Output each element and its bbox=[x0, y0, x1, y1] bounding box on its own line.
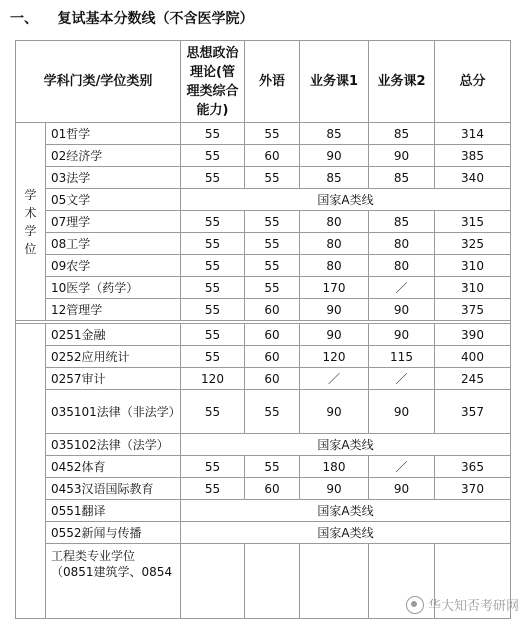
score-total: 310 bbox=[435, 255, 511, 277]
national-line-cell: 国家A类线 bbox=[181, 500, 511, 522]
score-total: 325 bbox=[435, 233, 511, 255]
academic-group-label bbox=[16, 123, 46, 321]
header-category: 学科门类/学位类别 bbox=[16, 41, 181, 123]
row-name: 12管理学 bbox=[46, 299, 181, 321]
score-total: 310 bbox=[435, 277, 511, 299]
row-name: 0252应用统计 bbox=[46, 346, 181, 368]
row-name: 035102法律（法学） bbox=[46, 434, 181, 456]
score-total: 400 bbox=[435, 346, 511, 368]
table-row bbox=[16, 233, 511, 255]
score-c2: 90 bbox=[369, 478, 435, 500]
score-foreign: 60 bbox=[245, 368, 300, 390]
row-name: 0452体育 bbox=[46, 456, 181, 478]
watermark bbox=[406, 595, 519, 614]
score-c1: 90 bbox=[300, 478, 369, 500]
score-c1 bbox=[300, 544, 369, 619]
table-row bbox=[16, 277, 511, 299]
score-c1: 80 bbox=[300, 211, 369, 233]
score-total: 315 bbox=[435, 211, 511, 233]
table-row bbox=[16, 456, 511, 478]
score-c1: 80 bbox=[300, 255, 369, 277]
national-line-cell: 国家A类线 bbox=[181, 189, 511, 211]
national-line-cell: 国家A类线 bbox=[181, 434, 511, 456]
score-c2: 85 bbox=[369, 123, 435, 145]
score-total: 340 bbox=[435, 167, 511, 189]
score-foreign: 60 bbox=[245, 478, 300, 500]
row-name: 09农学 bbox=[46, 255, 181, 277]
score-politics: 55 bbox=[181, 390, 245, 434]
score-total: 365 bbox=[435, 456, 511, 478]
score-politics: 55 bbox=[181, 456, 245, 478]
score-c2: ／ bbox=[369, 277, 435, 299]
score-politics: 55 bbox=[181, 167, 245, 189]
row-name: 0552新闻与传播 bbox=[46, 522, 181, 544]
score-politics: 120 bbox=[181, 368, 245, 390]
score-politics: 55 bbox=[181, 277, 245, 299]
score-total: 385 bbox=[435, 145, 511, 167]
score-c2: 115 bbox=[369, 346, 435, 368]
header-course-2: 业务课2 bbox=[369, 41, 435, 123]
score-c1: 90 bbox=[300, 324, 369, 346]
score-c2: 80 bbox=[369, 233, 435, 255]
watermark-text: 华大知否考研网 bbox=[427, 599, 519, 614]
header-row bbox=[16, 41, 511, 123]
score-c1: 80 bbox=[300, 233, 369, 255]
score-c2: 90 bbox=[369, 145, 435, 167]
table-row bbox=[16, 500, 511, 522]
row-name: 05文学 bbox=[46, 189, 181, 211]
header-foreign-language: 外语 bbox=[245, 41, 300, 123]
national-line-cell: 国家A类线 bbox=[181, 522, 511, 544]
score-total: 314 bbox=[435, 123, 511, 145]
table-row bbox=[16, 299, 511, 321]
score-c2: 80 bbox=[369, 255, 435, 277]
score-politics: 55 bbox=[181, 145, 245, 167]
score-politics: 55 bbox=[181, 478, 245, 500]
score-c1: 180 bbox=[300, 456, 369, 478]
table-row bbox=[16, 167, 511, 189]
row-name: 0453汉语国际教育 bbox=[46, 478, 181, 500]
professional-group bbox=[16, 324, 46, 619]
score-table bbox=[15, 40, 511, 619]
score-politics: 55 bbox=[181, 233, 245, 255]
score-c2: 85 bbox=[369, 167, 435, 189]
score-foreign: 60 bbox=[245, 324, 300, 346]
score-total: 375 bbox=[435, 299, 511, 321]
score-foreign: 60 bbox=[245, 145, 300, 167]
header-politics: 思想政治理论(管理类综合能力) bbox=[181, 41, 245, 123]
section-heading: 一、 复试基本分数线（不含医学院） bbox=[10, 11, 254, 27]
score-c1: 90 bbox=[300, 390, 369, 434]
table-row bbox=[16, 346, 511, 368]
score-total: 245 bbox=[435, 368, 511, 390]
score-c2: 90 bbox=[369, 324, 435, 346]
row-name: 08工学 bbox=[46, 233, 181, 255]
table-row bbox=[16, 211, 511, 233]
score-politics bbox=[181, 544, 245, 619]
score-c1: 170 bbox=[300, 277, 369, 299]
table-row bbox=[16, 189, 511, 211]
score-politics: 55 bbox=[181, 211, 245, 233]
row-name: 03法学 bbox=[46, 167, 181, 189]
score-c1: 90 bbox=[300, 145, 369, 167]
score-foreign: 55 bbox=[245, 167, 300, 189]
score-c2: ／ bbox=[369, 456, 435, 478]
score-foreign: 55 bbox=[245, 277, 300, 299]
score-total: 390 bbox=[435, 324, 511, 346]
score-foreign: 55 bbox=[245, 123, 300, 145]
score-c1: 85 bbox=[300, 167, 369, 189]
table-row bbox=[16, 434, 511, 456]
row-name: 02经济学 bbox=[46, 145, 181, 167]
row-name: 工程类专业学位（0851建筑学、0854 bbox=[46, 544, 181, 619]
score-foreign: 55 bbox=[245, 456, 300, 478]
score-c1: 90 bbox=[300, 299, 369, 321]
score-foreign: 60 bbox=[245, 346, 300, 368]
wechat-logo-icon bbox=[406, 596, 424, 614]
table-row bbox=[16, 368, 511, 390]
table-row bbox=[16, 478, 511, 500]
score-foreign: 55 bbox=[245, 233, 300, 255]
score-c2: 90 bbox=[369, 299, 435, 321]
score-foreign: 55 bbox=[245, 255, 300, 277]
score-total: 370 bbox=[435, 478, 511, 500]
score-foreign: 60 bbox=[245, 299, 300, 321]
row-name: 10医学（药学） bbox=[46, 277, 181, 299]
score-politics: 55 bbox=[181, 299, 245, 321]
group-label-char: 术 bbox=[24, 205, 37, 220]
header-course-1: 业务课1 bbox=[300, 41, 369, 123]
row-name: 035101法律（非法学） bbox=[46, 390, 181, 434]
table-row bbox=[16, 145, 511, 167]
row-name: 0257审计 bbox=[46, 368, 181, 390]
table-row bbox=[16, 324, 511, 346]
header-total: 总分 bbox=[435, 41, 511, 123]
row-name: 01哲学 bbox=[46, 123, 181, 145]
row-name: 0251金融 bbox=[46, 324, 181, 346]
table-row bbox=[16, 390, 511, 434]
row-name: 07理学 bbox=[46, 211, 181, 233]
row-name: 0551翻译 bbox=[46, 500, 181, 522]
score-foreign bbox=[245, 544, 300, 619]
score-c2: 90 bbox=[369, 390, 435, 434]
score-total: 357 bbox=[435, 390, 511, 434]
score-politics: 55 bbox=[181, 123, 245, 145]
score-politics: 55 bbox=[181, 324, 245, 346]
group-label-char: 位 bbox=[24, 241, 37, 256]
score-c1: ／ bbox=[300, 368, 369, 390]
score-foreign: 55 bbox=[245, 390, 300, 434]
group-label-char: 学 bbox=[24, 223, 37, 238]
score-c2: 85 bbox=[369, 211, 435, 233]
score-c2: ／ bbox=[369, 368, 435, 390]
score-c1: 85 bbox=[300, 123, 369, 145]
score-politics: 55 bbox=[181, 255, 245, 277]
group-label-char: 学 bbox=[24, 187, 37, 202]
score-c1: 120 bbox=[300, 346, 369, 368]
score-foreign: 55 bbox=[245, 211, 300, 233]
score-politics: 55 bbox=[181, 346, 245, 368]
table-row bbox=[16, 123, 511, 145]
table-row bbox=[16, 255, 511, 277]
table-row bbox=[16, 522, 511, 544]
